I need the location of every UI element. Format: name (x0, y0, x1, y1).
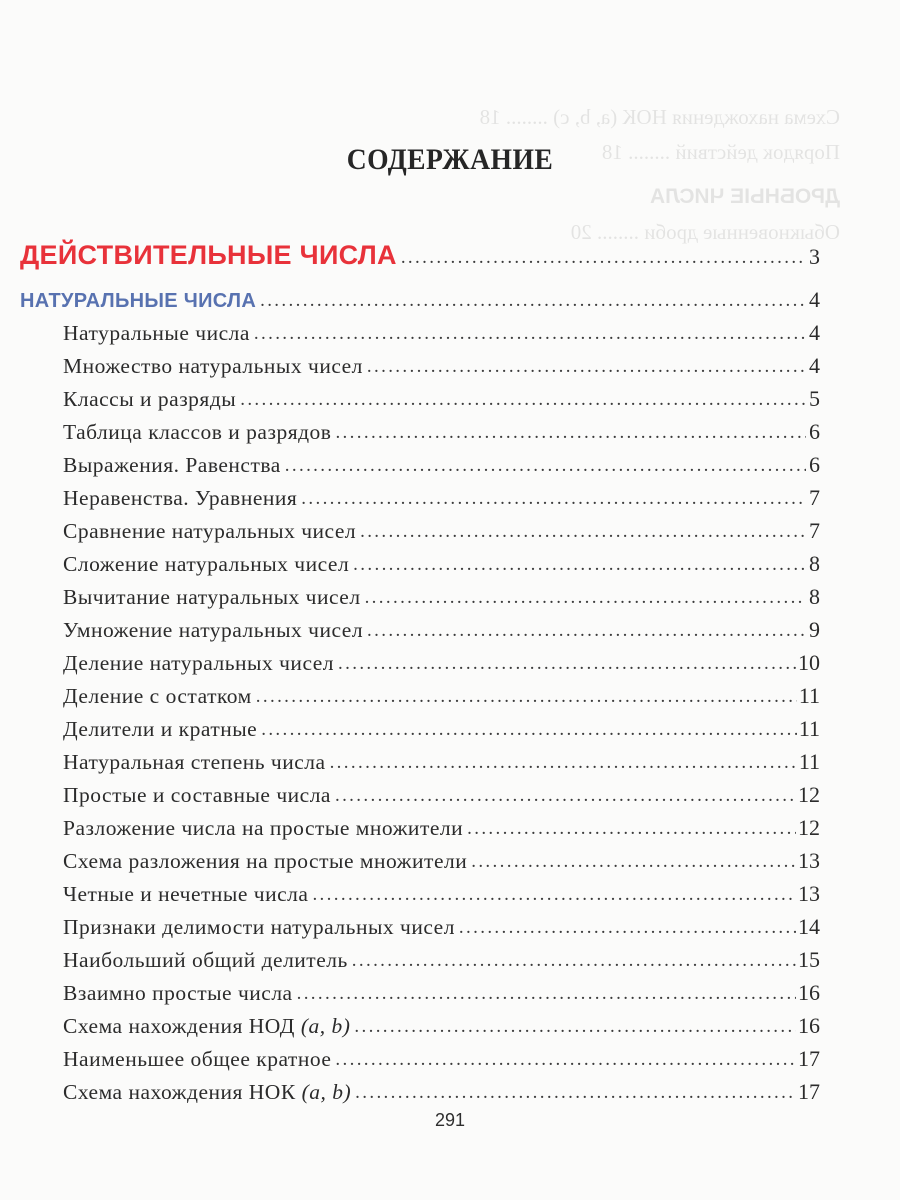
page-number: 17 (798, 1046, 820, 1071)
bleed-line: ДРОБНЫЕ ЧИСЛА (649, 185, 840, 208)
page-number: 10 (798, 650, 820, 675)
page-number: 16 (798, 980, 820, 1005)
entry-label: Делители и кратные (63, 717, 258, 741)
entry-label: Сравнение натуральных чисел (63, 519, 357, 543)
page-number: 11 (798, 716, 820, 741)
page-number: 12 (798, 815, 820, 840)
toc-entry[interactable] (0, 815, 820, 845)
entry-label: Четные и нечетные числа (63, 882, 309, 906)
math-args: (a, b) (300, 1014, 351, 1038)
page-number: 6 (809, 419, 820, 444)
entry-label: Деление натуральных чисел (63, 651, 335, 675)
entry-label: Деление с остатком (63, 684, 252, 708)
bleed-line: Схема нахождения НОК (a, b, c) ........ 18 (479, 105, 840, 129)
toc-entry[interactable] (0, 716, 820, 746)
dot-leader (367, 620, 806, 642)
page-number: 11 (798, 683, 820, 708)
page-number: 14 (798, 914, 820, 939)
toc-entry[interactable] (0, 386, 820, 416)
dot-leader (240, 389, 806, 411)
dot-leader (312, 884, 796, 906)
toc-entry[interactable] (0, 650, 820, 680)
dot-leader (471, 851, 796, 873)
entry-label: Натуральная степень числа (63, 750, 326, 774)
page-number: 17 (798, 1079, 820, 1104)
dot-leader (360, 521, 806, 543)
toc-entry[interactable] (0, 914, 820, 944)
entry-label (63, 1080, 351, 1105)
entry-label: Натуральные числа (63, 321, 250, 345)
dot-leader (338, 653, 796, 675)
toc-entry[interactable] (0, 518, 820, 548)
page-number: 8 (809, 584, 820, 609)
dot-leader (354, 1016, 796, 1038)
entry-label: Таблица классов и разрядов (63, 420, 332, 444)
toc-entry[interactable] (0, 881, 820, 911)
page-number: 4 (809, 287, 820, 312)
page-number: 4 (809, 353, 820, 378)
entry-label: Схема разложения на простые множители (63, 849, 468, 873)
toc-entry[interactable] (0, 1046, 820, 1076)
page-number: 16 (798, 1013, 820, 1038)
page-number: 7 (809, 518, 820, 543)
page-number-footer: 291 (434, 1110, 466, 1130)
entry-label: Разложение числа на простые множители (63, 816, 464, 840)
dot-leader (285, 455, 806, 477)
entry-label: Множество натуральных чисел (63, 354, 363, 378)
entry-label: Вычитание натуральных чисел (63, 585, 361, 609)
dot-leader (352, 950, 796, 972)
toc-entry[interactable] (0, 749, 820, 779)
toc-entry[interactable] (0, 1013, 820, 1043)
dot-leader (261, 719, 797, 741)
page-number: 12 (798, 782, 820, 807)
entry-label: Сложение натуральных чисел (63, 552, 350, 576)
entry-label: Умножение натуральных чисел (63, 618, 364, 642)
dot-leader (260, 290, 806, 312)
page-number: 3 (809, 244, 820, 269)
toc-entry[interactable] (0, 1079, 820, 1109)
section-label: НАТУРАЛЬНЫЕ ЧИСЛА (20, 290, 257, 312)
chapter-label: ДЕЙСТВИТЕЛЬНЫЕ ЧИСЛА (20, 240, 397, 270)
bleed-line: Порядок действий ........ 18 (601, 140, 840, 164)
toc-chapter-real-numbers[interactable] (0, 240, 820, 270)
dot-leader (355, 1082, 796, 1104)
toc-entry[interactable] (0, 419, 820, 449)
dot-leader (335, 785, 796, 807)
dot-leader (297, 983, 796, 1005)
page-number: 7 (809, 485, 820, 510)
entry-label: Наименьшее общее кратное (63, 1047, 332, 1071)
entry-label: Классы и разряды (63, 387, 237, 411)
dot-leader (353, 554, 806, 576)
entry-label: Неравенства. Уравнения (63, 486, 298, 510)
toc-entry[interactable] (0, 485, 820, 515)
math-args: (a, b) (301, 1080, 352, 1104)
toc-section-natural-numbers[interactable] (0, 287, 820, 317)
entry-label: Простые и составные числа (63, 783, 331, 807)
toc-entry[interactable] (0, 320, 820, 350)
toc-entry[interactable] (0, 980, 820, 1010)
entry-label: Наибольший общий делитель (63, 948, 348, 972)
entry-label-text: Схема нахождения НОК (63, 1080, 296, 1104)
page-title: СОДЕРЖАНИЕ (346, 143, 554, 176)
page-number: 4 (809, 320, 820, 345)
dot-leader (330, 752, 797, 774)
entry-label: Признаки делимости натуральных чисел (63, 915, 455, 939)
dot-leader (301, 488, 806, 510)
dot-leader (459, 917, 796, 939)
page-number: 11 (798, 749, 820, 774)
dot-leader (365, 587, 806, 609)
entry-label: Выражения. Равенства (63, 453, 281, 477)
toc-entry[interactable] (0, 353, 820, 383)
page-number: 8 (809, 551, 820, 576)
toc-entry[interactable] (0, 782, 820, 812)
bleed-line: Обыкновенные дроби ........ 20 (570, 220, 840, 244)
page-number: 9 (809, 617, 820, 642)
entry-label (63, 1014, 350, 1039)
entry-label: Взаимно простые числа (63, 981, 293, 1005)
toc-entry[interactable] (0, 551, 820, 581)
dot-leader (256, 686, 797, 708)
dot-leader (254, 323, 806, 345)
dot-leader (401, 247, 806, 269)
dot-leader (467, 818, 796, 840)
page-number: 6 (809, 452, 820, 477)
toc-entry[interactable] (0, 683, 820, 713)
toc-entry[interactable] (0, 452, 820, 482)
page-number: 13 (798, 848, 820, 873)
toc-entry[interactable] (0, 584, 820, 614)
page-number: 15 (798, 947, 820, 972)
toc-entry[interactable] (0, 947, 820, 977)
dot-leader (335, 1049, 796, 1071)
page-number: 5 (809, 386, 820, 411)
toc-entry[interactable] (0, 617, 820, 647)
dot-leader (367, 356, 806, 378)
page-number: 13 (798, 881, 820, 906)
toc-entry[interactable] (0, 848, 820, 878)
dot-leader (335, 422, 806, 444)
entry-label-text: Схема нахождения НОД (63, 1014, 295, 1038)
